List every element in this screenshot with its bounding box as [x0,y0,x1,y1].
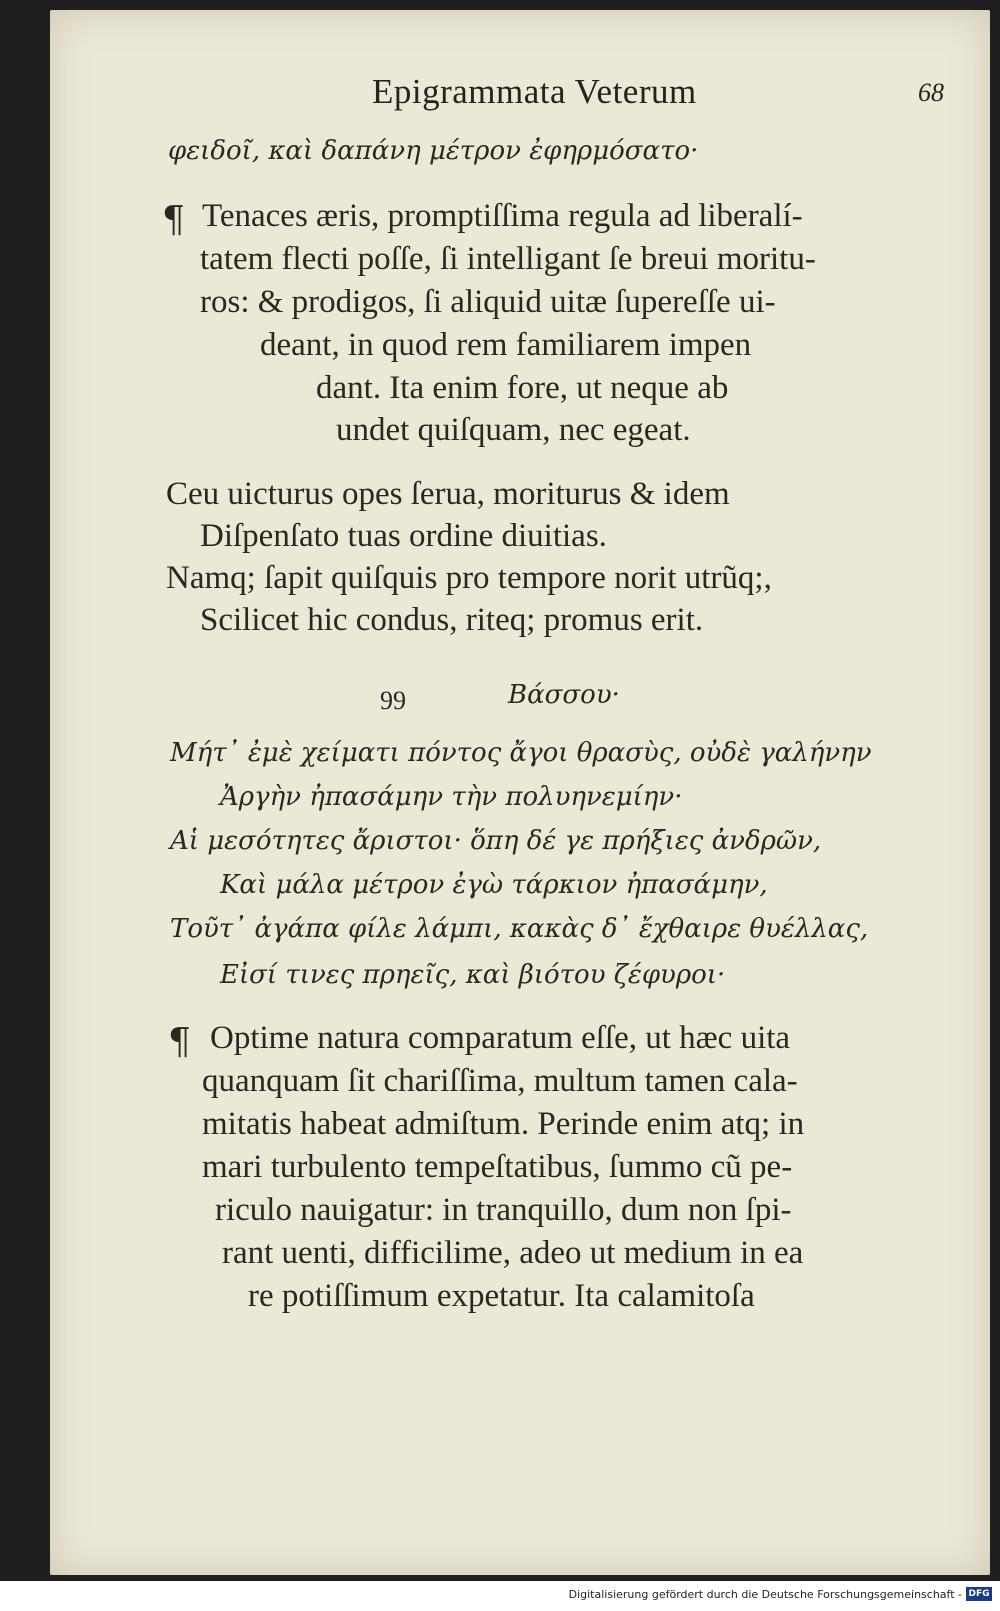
epigram-number: 99 [380,686,406,715]
prose1-line: undet quiſquam, nec egeat. [336,412,691,448]
greek-line-top: φειδοῖ, καὶ δαπάνη μέτρον ἐφηρμόσατο· [168,136,699,166]
greek-verse-line: Εἰσί τινες πρηεῖς, καὶ βιότου ζέφυροι· [220,960,726,990]
footer-bar [0,1581,1000,1611]
prose2-line: Optime natura comparatum eſſe, ut hæc uita [210,1020,791,1056]
prose2-line: riculo nauigatur: in tranquillo, dum non ſpi- [215,1192,792,1228]
prose1-line: dant. Ita enim fore, ut neque ab [316,370,729,406]
greek-verse-line: Μήτ᾽ ἐμὲ χείματι πόντος ἄγοι θρασὺς, οὐδὲ γαλήνην [170,738,872,768]
verse-line: Namq; ſapit quiſquis pro tempore norit utrũq;, [166,560,772,596]
greek-verse-line: Τοῦτ᾽ ἀγάπα φίλε λάμπι, κακὰς δ᾽ ἔχθαιρε θυέλλας, [170,914,869,944]
greek-verse-line: Ἀργὴν ἠπασάμην τὴν πολυηνεμίην· [220,782,683,812]
greek-verse-line: Αἱ μεσότητες ἄριστοι· ὅπη δέ γε πρήξιες ἀνδρῶν, [170,826,822,856]
verse-line: Ceu uicturus opes ſerua, moriturus & idem [166,476,730,512]
prose2-line: mitatis habeat admiſtum. Perinde enim atq; in [202,1106,805,1142]
prose2-line: quanquam ſit chariſſima, multum tamen cala- [202,1063,798,1099]
prose1-line: tatem flecti poſſe, ſi intelligant ſe breui moritu- [200,241,816,277]
epigram-author: Βάσσου· [508,680,620,710]
footer-credit: Digitalisierung gefördert durch die Deutsche Forschungsgemeinschaft - [568,1588,962,1601]
prose2-line: mari turbulento tempeſtatibus, ſummo cũ pe- [202,1149,793,1185]
verse-line: Diſpenſato tuas ordine diuitias. [200,518,607,554]
prose2-line: re potiſſimum expetatur. Ita calamitoſa [248,1278,755,1314]
greek-verse-line: Καὶ μάλα μέτρον ἐγὼ τάρκιον ἠπασάμην, [220,870,768,900]
prose1-line: ros: & prodigos, ſi aliquid uitæ ſupereſſe ui- [200,284,776,320]
prose1-line: deant, in quod rem familiarem impen [260,327,752,363]
page-number: 68 [918,78,944,107]
verse-line: Scilicet hic condus, riteq; promus erit. [200,602,704,638]
dfg-logo: DFG [966,1587,992,1601]
running-header [50,72,990,122]
prose2-line: rant uenti, difficilime, adeo ut medium in ea [222,1235,804,1271]
page-title: Epigrammata Veterum [372,72,697,111]
book-page [50,10,990,1575]
paragraph-mark: ¶ [168,1022,191,1063]
paragraph-mark: ¶ [162,200,185,241]
prose1-line: Tenaces æris, promptiſſima regula ad liberalí- [202,198,803,234]
